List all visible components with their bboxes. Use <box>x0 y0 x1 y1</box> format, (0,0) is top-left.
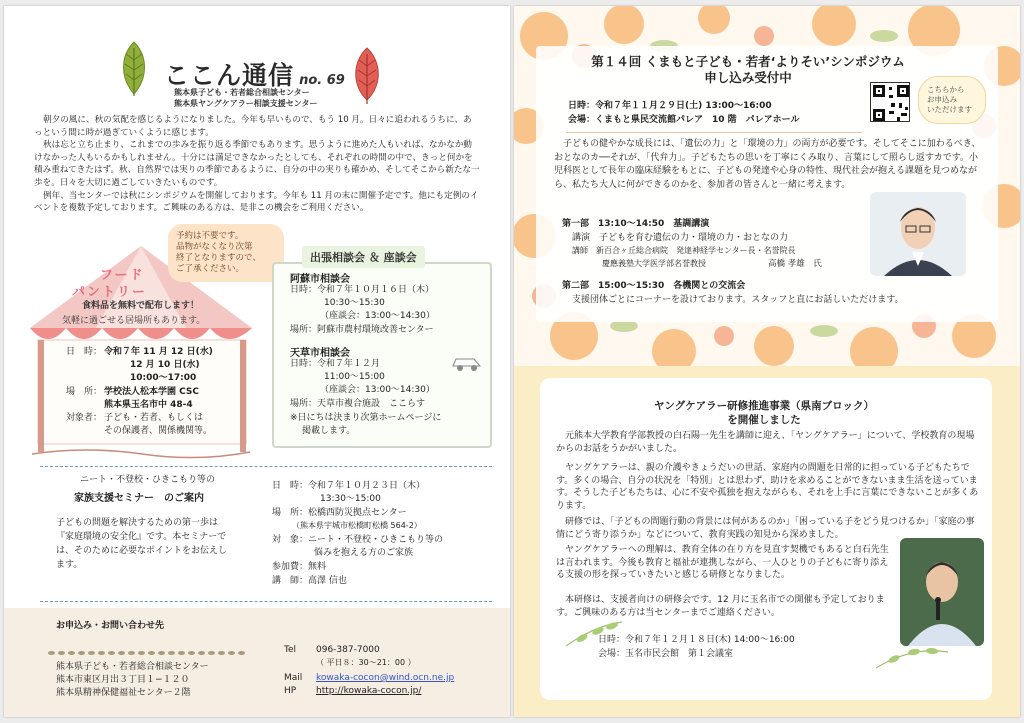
bubble-line: 品物がなくなり次第 <box>176 242 253 252</box>
hp-link[interactable]: http://kowaka-cocon.jp/ <box>316 686 422 696</box>
yc-paragraph-2: ヤングケアラーは、親の介護やきょうだいの世話、家庭内の問題を日常的に担っている子どもたちです。多くの場合、自分の状況を「特別」とは思わず、助けを求めることができないまま生活を送っています。そうした子どもたちは、心に不安や孤独を抱えながらも、それを上手に言葉にできないことが多くあります。 <box>556 463 979 511</box>
contact-building: 熊本県精神保健福祉センター２階 <box>56 688 191 698</box>
lecturer-affiliation-2: 慶應義塾大学医学部名誉教授 <box>602 259 706 268</box>
value: 学校法人松本学園 CSC <box>104 387 199 397</box>
seminar-body-line: ます。 <box>56 560 83 570</box>
label: 日 時： <box>66 347 103 357</box>
pantry-speech-bubble <box>168 224 284 282</box>
issue-number: no. 69 <box>299 73 345 88</box>
org-line-2: 熊本県ヤングケアラー相談支援センター <box>174 99 318 108</box>
yc-paragraph-4: ヤングケアラーへの理解は、教育全体の在り方を見直す契機でもあると白石先生は言われます。今後も教育と福祉が連携しながら、一人ひとりの子どもに寄り添える支援の形を探っていきたいと感じる研修となりました。 <box>556 545 889 580</box>
seminar-title: 家族支援セミナー のご案内 <box>74 493 204 504</box>
seminar-date: 日 時：令和７年１０月２３日（木） <box>272 481 426 491</box>
intro-paragraph: 例年、当センターでは秋にシンポジウムを開催しております。今年も 11 月の末に開催予定です。他にも定例のイベントを複数予定しております。ご興味のある方は、是非この機会をご利用ください。 <box>34 190 479 214</box>
consult-heading: 出張相談会 ＆ 座談会 <box>302 246 425 268</box>
hp-label: HP <box>284 686 297 696</box>
intro-paragraph: 朝夕の風に、秋の気配を感じるようになりました。今年も早いもので、もう 10 月。日々に追われるうちに、あっという間に時が過ぎていくように感じます。 <box>34 115 472 138</box>
seminar-fee: 参加費：無料 <box>272 562 327 572</box>
bubble-line: こちらから <box>927 85 965 94</box>
bubble-line: ご了承ください。 <box>176 264 245 274</box>
intro-text <box>34 114 480 215</box>
yc-paragraph-1: 元熊本大学教育学部教授の白石陽一先生を講師に迎え、「ヤングケアラー」について、学校教育の現場からのお話をうかがいました。 <box>556 431 975 454</box>
leaf-vine-decoration <box>874 642 950 672</box>
amakusa-talk: （座談会：13:00〜14:30） <box>320 385 435 395</box>
lecture-label: 講演 <box>572 233 591 243</box>
yc-title-1: ヤングケアラー研修推進事業（県南ブロック） <box>654 400 874 412</box>
intro-paragraph: 秋は忘と立ち止まり、これまでの歩みを振り返る季節でもあります。思うように進めた人もいれば、なかなか動けなかった人もいるかもしれません。十分には満足できなかったとしても、それぞれの時間の中で、きっと何かを積み重ねてきたはず。秋、自然界では実りの季節であるように、自分の中の実りも確かめ、そしてそこから新たな一歩を。日々を大切に過ごしていきたいものです。 <box>34 140 480 188</box>
right-page <box>514 6 1020 717</box>
consult-note-1: ※日にちは決まり次第ホームページに <box>290 413 442 423</box>
symposium-body: 子どもの健やかな成長には、「遺伝の力」と「環境の力」の両方が必要です。そしてそこに加わるべき、おとなのカ──それが、「代弁力」。子どもたちの思いを丁寧にくみ取り、言葉にして照らし返すカです。小児科医として長年の臨床経験をもとに、子どもの発達や心身の特性、現代社会が抱える課題を見つめながら、私たち大人に何ができるのかを、参加者の皆さんと一緒に考えます。 <box>554 139 981 190</box>
contact-heading: お申込み・お問い合わせ先 <box>56 621 165 631</box>
qr-code-icon[interactable] <box>870 82 910 122</box>
lecturer-affiliation: 新百合ヶ丘総合病院 発達神経学センター長・名誉院長 <box>596 246 796 255</box>
seminar-body-line: 『家庭環境の安全化』です。本セミナーで <box>56 532 227 542</box>
pantry-date-2: 12 月 10 日(水) <box>130 360 200 370</box>
value: 令和７年 11 月 12 日(水) <box>104 347 213 357</box>
aso-talk: （座談会：13:00〜14:30） <box>320 311 435 321</box>
contact-org: 熊本県子ども・若者総合相談センター <box>56 662 209 672</box>
lecture-row <box>572 232 788 245</box>
label: 対象者： <box>66 413 103 423</box>
yc-place: 会場：玉名市民会館 第１会議室 <box>598 649 734 659</box>
org-line-1: 熊本県子ども・若者総合相談センター <box>174 88 310 97</box>
amakusa-time: 11:00〜15:00 <box>324 372 385 382</box>
seminar-address: （熊本県宇城市松橋町松橋 564-2） <box>292 521 422 530</box>
pantry-place-row <box>66 386 199 399</box>
symposium-title-2: 申し込み受付中 <box>704 70 792 85</box>
yc-paragraph-5: 本研修は、支援者向けの研修会です。12 月に玉名市での開催も予定しております。ご興味のある方は当センターまでご連絡ください。 <box>556 595 885 618</box>
bubble-line: お申込み <box>927 95 957 104</box>
seminar-place: 場 所：松橋西防災拠点センター <box>272 508 407 518</box>
pantry-time: 10:00〜17:00 <box>130 373 197 383</box>
value: 子ども・若者、もしくは <box>104 413 204 423</box>
dots-divider <box>48 640 248 659</box>
amakusa-date: 日時：令和７年１２月 <box>290 359 381 369</box>
seminar-pre: ニート・不登校・ひきこもり等の <box>80 475 216 485</box>
aso-time: 10:30〜15:30 <box>324 298 385 308</box>
car-icon <box>450 352 484 374</box>
mail-label: Mail <box>284 673 303 683</box>
symposium-date: 日時：令和７年１１月２９日(土) 13:00〜16:00 <box>568 101 772 111</box>
aso-date: 日時：令和７年１０月１６日（木） <box>290 285 435 295</box>
yc-title-2: を開催しました <box>727 414 801 426</box>
pantry-line-2: 気軽に過ごせる居場所もあります。 <box>62 316 206 326</box>
tel-value: 096-387-7000 <box>316 645 380 655</box>
red-leaf-icon <box>350 46 384 106</box>
yc-paragraph-3: 研修では、「子どもの問題行動の背景には何があるのか」「困っている子をどう見つけるか」「家庭の事情にどう寄り添うか」などについて、教育実践の知見から深めました。 <box>556 517 975 540</box>
symposium-title-1: 第１４回 くまもと子ども・若者‘よりそい’シンポジウム <box>591 54 905 69</box>
consult-note-2: 掲載します。 <box>302 426 356 436</box>
bubble-line: 終了となりますので、 <box>176 253 261 263</box>
bubble-line: 予約は不要です。 <box>176 231 244 241</box>
pantry-target-2: その保護者、関係機関等。 <box>104 426 213 436</box>
lecture-title: 子どもを育む遺伝の力・環境の力・おとなの力 <box>599 233 789 243</box>
lecturer-photo-shiraishi <box>900 538 984 646</box>
divider <box>566 132 862 133</box>
seminar-body-line: は、そのために必要なポイントをお伝えし <box>56 546 228 556</box>
lecturer-label: 講師 <box>572 246 588 255</box>
seminar-target-2: 悩みを抱える方のご家族 <box>314 548 414 558</box>
label: 場 所： <box>66 387 103 397</box>
green-leaf-icon <box>118 40 150 98</box>
pantry-date-row <box>66 346 213 359</box>
lecturer-name: 高橋 孝雄 氏 <box>768 259 822 269</box>
seminar-body-line: 子どもの問題を解決するための第一歩は <box>56 518 219 528</box>
amakusa-heading: 天草市相談会 <box>290 348 350 359</box>
pantry-line-1: 食料品を無料で配布します！ <box>82 301 200 311</box>
pantry-title-1: フード <box>100 268 145 283</box>
pantry-title-2: パントリー <box>72 285 148 300</box>
seminar-time: 13:30〜15:00 <box>320 494 381 504</box>
seminar-body <box>56 516 256 572</box>
apply-bubble <box>918 76 986 124</box>
symposium-place: 会場：くまもと県民交流館パレア 10 階 パレアホール <box>568 115 800 125</box>
pantry-address: 熊本県玉名市中 48-4 <box>104 400 193 410</box>
seminar-lecturer: 講 師：高澤 信也 <box>272 576 347 586</box>
part2-heading: 第二部 15:00〜15:30 各機関との交流会 <box>562 281 746 291</box>
lecturer-photo <box>870 192 966 276</box>
newsletter-title: ここん通信 <box>164 61 295 90</box>
seminar-target-1: 対 象：ニート・不登校・ひきこもり等の <box>272 535 444 545</box>
bubble-line: いただけます <box>927 105 972 114</box>
tel-hours: （ 平日８：30〜21：00 ） <box>316 658 416 667</box>
lecturer-row <box>572 245 796 258</box>
pantry-target-row <box>66 412 203 425</box>
contact-address: 熊本市東区月出３丁目１−１２０ <box>56 675 190 685</box>
aso-heading: 阿蘇市相談会 <box>290 274 350 285</box>
amakusa-place: 場所：天草市複合施設 ここらす <box>290 399 426 409</box>
yc-date: 日時：令和７年１２月１８日(木) 14:00〜16:00 <box>598 635 795 645</box>
tel-label: Tel <box>284 645 297 655</box>
aso-place: 場所：阿蘇市農村環境改善センター <box>290 325 434 335</box>
part1-heading: 第一部 13:10〜14:50 基調講演 <box>562 219 710 229</box>
part2-desc: 支援団体ごとにコーナーを設けております。スタッフと直にお話しいただけます。 <box>572 295 904 305</box>
left-page <box>4 6 510 717</box>
mail-link[interactable]: kowaka-cocon@wind.ocn.ne.jp <box>316 673 455 683</box>
